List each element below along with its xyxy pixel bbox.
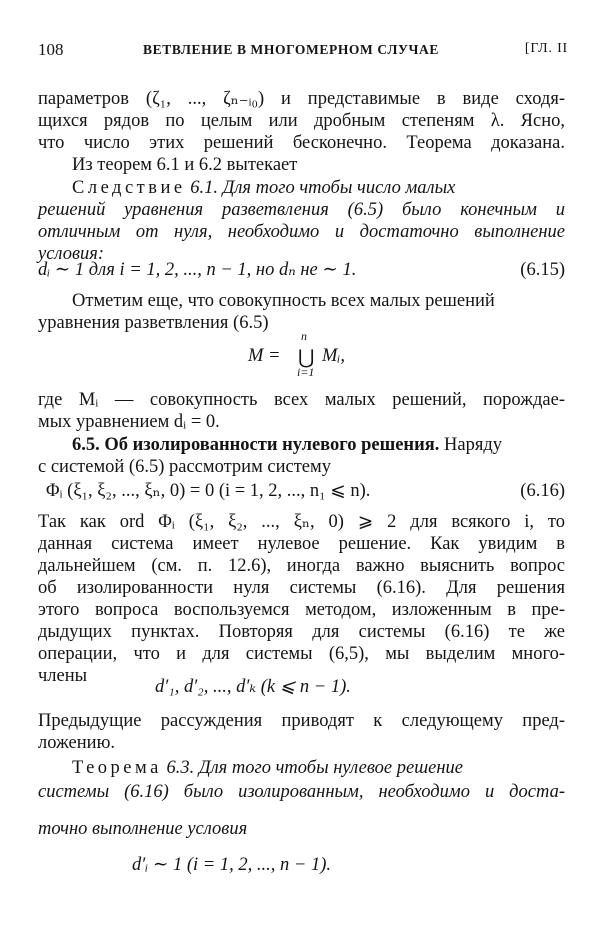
text-line: ложению. (38, 733, 116, 753)
equation-body: dᵢ ∼ 1 для i = 1, 2, ..., n − 1, но dₙ не ∼ 1. (38, 260, 357, 280)
condition-equation: d′ᵢ ∼ 1 (i = 1, 2, ..., n − 1). (132, 855, 332, 875)
union-symbol: ⋃ (298, 347, 315, 369)
theorem-label: Теорема (72, 758, 162, 778)
text-line: дыдущих пунктах. Повторяя для системы (6.16) те же (38, 622, 565, 642)
text-line: члены (38, 666, 88, 686)
section-text: Наряду (439, 435, 503, 455)
text-line: Предыдущие рассуждения приводят к следующему пред- (38, 711, 565, 731)
polynomials-list: d′₁, d′₂, ..., d′ₖ (k ⩽ n − 1). (155, 677, 351, 697)
text-line: системы (6.16) было изолированным, необходимо и доста- (38, 782, 565, 802)
corollary-heading (72, 177, 565, 199)
text-line: уравнения разветвления (6.5) (38, 313, 269, 333)
text-line: Отметим еще, что совокупность всех малых решений (72, 291, 495, 311)
chapter-label: [ГЛ. II (524, 41, 568, 56)
corollary-text: 6.1. Для того чтобы число малых (185, 178, 456, 198)
text-line: щихся рядов по целым или дробным степеням λ. Ясно, (38, 111, 565, 131)
running-header (38, 40, 568, 64)
equation-6-15 (38, 256, 565, 284)
text-line: этого вопроса воспользуемся методом, изложенным в пре- (38, 600, 565, 620)
text-line: операции, что и для системы (6,5), мы выделим много- (38, 644, 565, 664)
text-line: мых уравнением dᵢ = 0. (38, 412, 220, 432)
running-title: ВЕТВЛЕНИЕ В МНОГОМЕРНОМ СЛУЧАЕ (143, 42, 439, 57)
corollary-label: Следствие (72, 178, 186, 198)
theorem-text: 6.3. Для того чтобы нулевое решение (161, 758, 464, 778)
equation-number: (6.15) (520, 260, 565, 280)
text-line: параметров (ζ₁, ..., ζₙ₋ᵢ₀) и представимые в виде сходя- (38, 89, 565, 109)
text-line: об изолированности нуля системы (6.16). Для решения (38, 578, 565, 598)
page-number: 108 (38, 40, 64, 59)
union-term: Mᵢ, (322, 346, 345, 366)
union-upper-limit: n (301, 329, 307, 343)
text-line: дальнейшем (см. п. 12.6), иногда важно выяснить вопрос (38, 556, 565, 576)
text-line: где Mᵢ — совокупность всех малых решений, порождае- (38, 390, 565, 410)
union-lower-limit: i=1 (297, 365, 315, 379)
text-line: Из теорем 6.1 и 6.2 вытекает (72, 155, 298, 175)
text-line: Так как ord Φᵢ (ξ₁, ξ₂, ..., ξₙ, 0) ⩾ 2 для всякого i, то (38, 512, 565, 532)
text-line: с системой (6.5) рассмотрим систему (38, 457, 331, 477)
text-line: условия: (38, 244, 105, 264)
equation-number: (6.16) (520, 481, 565, 501)
text-line: отличным от нуля, необходимо и достаточно выполнение (38, 222, 565, 242)
text-line: точно выполнение условия (38, 819, 248, 839)
text-line: что число этих решений бесконечно. Теорема доказана. (38, 133, 565, 153)
text-line: данная система имеет нулевое решение. Как увидим в (38, 534, 565, 554)
section-title: 6.5. Об изолированности нулевого решения. (72, 435, 440, 455)
equation-body: Φᵢ (ξ₁, ξ₂, ..., ξₙ, 0) = 0 (i = 1, 2, ..., n₁ ⩽ n). (46, 481, 371, 501)
text-line: решений уравнения разветвления (6.5) было конечным и (38, 200, 565, 220)
section-heading (72, 434, 565, 456)
equation-6-16 (38, 477, 565, 505)
union-lhs: M = (248, 346, 281, 366)
theorem-heading (72, 757, 565, 779)
union-formula (248, 329, 388, 383)
